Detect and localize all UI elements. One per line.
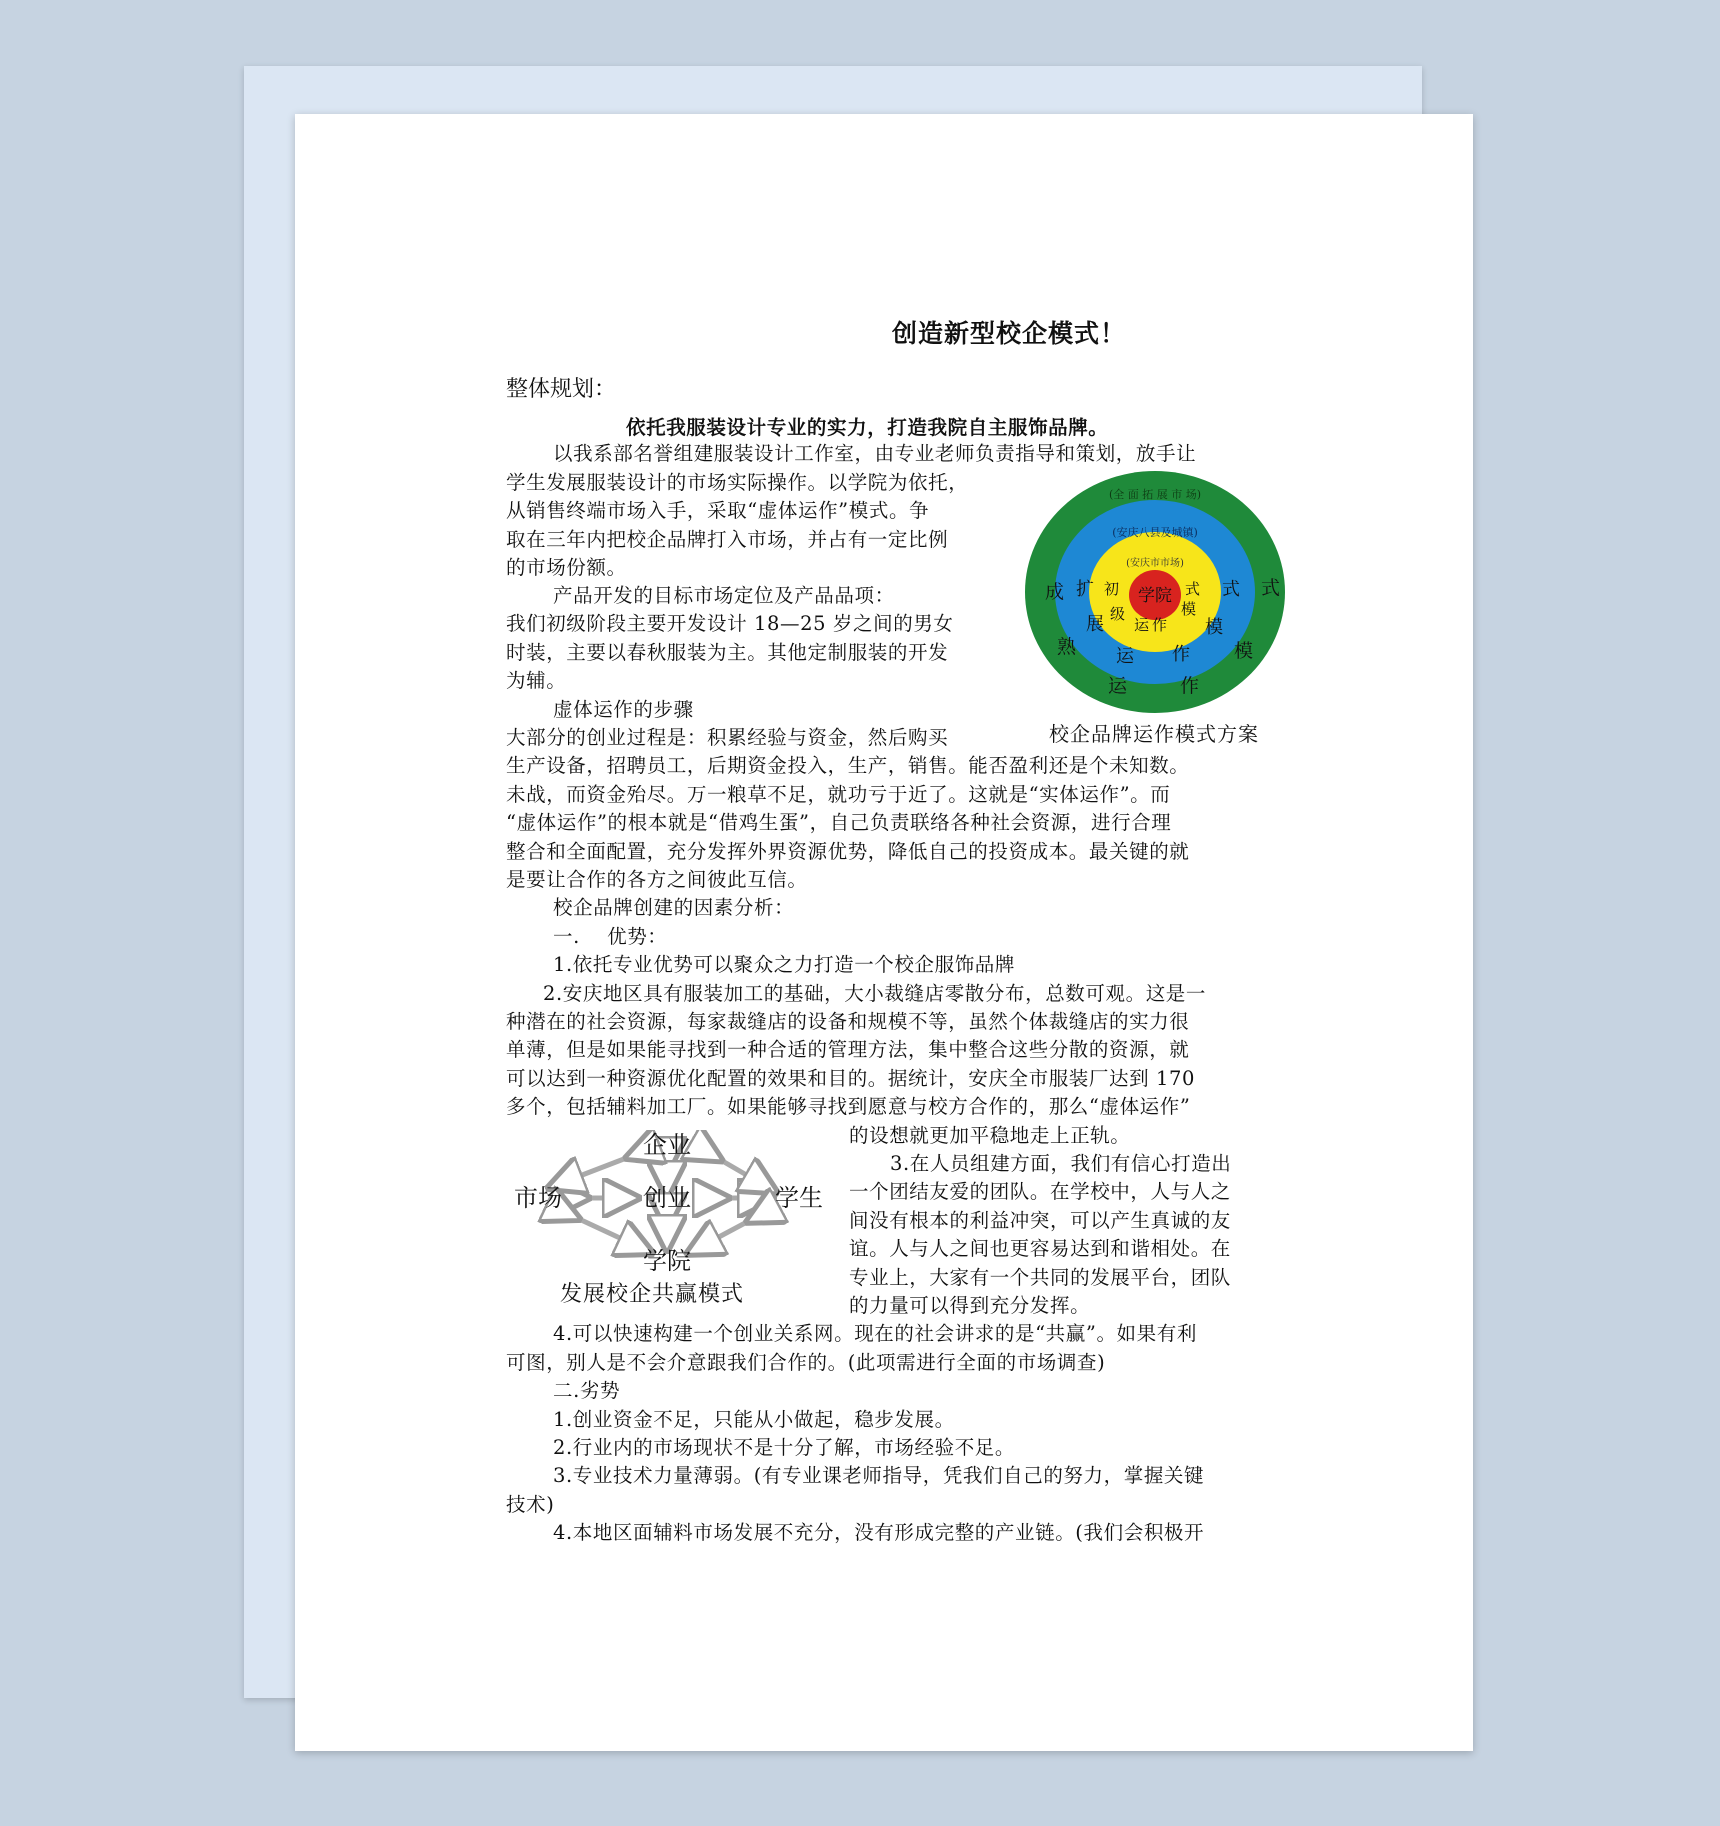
body-line: 间没有根本的利益冲突，可以产生真诚的友: [849, 1209, 1231, 1232]
body-line: 可以达到一种资源优化配置的效果和目的。据统计，安庆全市服装厂达到 170: [506, 1067, 1196, 1090]
body-line: 2.安庆地区具有服装加工的基础，大小裁缝店零散分布，总数可观。这是一: [543, 982, 1207, 1005]
target-diagram-caption: 校企品牌运作模式方案: [1049, 722, 1259, 746]
body-line: 我们初级阶段主要开发设计 18—25 岁之间的男女: [506, 612, 954, 635]
inner-char: 式: [1185, 580, 1201, 598]
body-line: 单薄，但是如果能寻找到一种合适的管理方法，集中整合这些分散的资源，就: [506, 1038, 1190, 1061]
inner-char: 模: [1181, 600, 1197, 618]
body-line: 从销售终端市场入手，采取“虚体运作”模式。争: [506, 499, 930, 522]
body-line: 种潜在的社会资源，每家裁缝店的设备和规模不等，虽然个体裁缝店的实力很: [506, 1010, 1190, 1033]
body-line: 3.在人员组建方面，我们有信心打造出: [890, 1152, 1232, 1175]
arrow-right-bottom: [702, 1214, 762, 1246]
body-line: 大部分的创业过程是：积累经验与资金，然后购买: [506, 726, 949, 749]
middle-char: 式: [1222, 579, 1240, 600]
body-line: 未战，而资金殆尽。万一粮草不足，就功亏于近了。这就是“实体运作”。而: [506, 783, 1171, 806]
winwin-diagram: [502, 1130, 842, 1278]
body-line: 一. 优势：: [553, 925, 668, 948]
middle-char: 展: [1086, 614, 1104, 635]
outer-char: 运: [1108, 675, 1128, 697]
body-line: 专业上，大家有一个共同的发展平台，团队: [849, 1266, 1231, 1289]
body-line: 3.专业技术力量薄弱。(有专业课老师指导，凭我们自己的努力，掌握关键: [553, 1464, 1205, 1487]
body-line: 学生发展服装设计的市场实际操作。以学院为依托，: [506, 471, 969, 494]
body-line: 2.行业内的市场现状不是十分了解，市场经验不足。: [553, 1436, 1016, 1459]
node-enterprise: 企业: [643, 1131, 691, 1159]
body-line: 以我系部名誉组建服装设计工作室，由专业老师负责指导和策划，放手让: [553, 442, 1197, 465]
body-line: 产品开发的目标市场定位及产品品项：: [553, 584, 895, 607]
body-line: 二.劣势: [553, 1379, 621, 1402]
node-college: 学院: [643, 1247, 691, 1275]
body-line: 的市场份额。: [506, 556, 627, 579]
body-line: 是要让合作的各方之间彼此互信。: [506, 868, 808, 891]
body-line: 4.本地区面辅料市场发展不充分，没有形成完整的产业链。(我们会积极开: [553, 1521, 1205, 1544]
outer-char: 熟: [1057, 636, 1077, 658]
body-line: 虚体运作的步骤: [553, 698, 694, 721]
body-line: 的力量可以得到充分发挥。: [849, 1294, 1091, 1317]
body-line: 时装，主要以春秋服装为主。其他定制服装的开发: [506, 641, 949, 664]
body-line: 1.依托专业优势可以聚众之力打造一个校企服饰品牌: [553, 953, 1016, 976]
outer-char: 式: [1261, 577, 1281, 599]
body-line: 1.创业资金不足，只能从小做起，稳步发展。: [553, 1408, 955, 1431]
outer-char: 模: [1234, 640, 1254, 662]
middle-char: 运: [1116, 646, 1134, 667]
target-ring-diagram: [1024, 470, 1286, 715]
body-line: “虚体运作”的根本就是“借鸡生蛋”，自己负责联络各种社会资源，进行合理: [506, 811, 1172, 834]
center-label: 学院: [1138, 586, 1172, 606]
arrow-top-left: [564, 1152, 642, 1182]
body-line: 取在三年内把校企品牌打入市场，并占有一定比例: [506, 528, 949, 551]
outer-ring-label: (全 面 拓 展 市 场): [1108, 488, 1202, 501]
inner-char: 初: [1104, 580, 1120, 598]
body-line: 生产设备，招聘员工，后期资金投入，生产，销售。能否盈利还是个未知数。: [506, 754, 1190, 777]
document-page: [295, 114, 1473, 1751]
body-line: 为辅。: [506, 669, 567, 692]
body-line: 一个团结友爱的团队。在学校中，人与人之: [849, 1180, 1231, 1203]
middle-ring-label: (安庆八县及城镇): [1112, 526, 1198, 539]
inner-char: 运: [1134, 616, 1150, 634]
body-line: 多个，包括辅料加工厂。如果能够寻找到愿意与校方合作的，那么“虚体运作”: [506, 1095, 1191, 1118]
document-title: 创造新型校企模式！: [892, 319, 1127, 348]
inner-char: 作: [1152, 616, 1168, 634]
outer-char: 成: [1045, 581, 1065, 603]
node-entrepreneurship: 创业: [643, 1184, 691, 1212]
arrow-left-bottom: [564, 1212, 637, 1246]
node-students: 学生: [775, 1184, 823, 1212]
node-market: 市场: [514, 1184, 562, 1212]
lead-sentence: 依托我服装设计专业的实力，打造我院自主服饰品牌。: [626, 416, 1109, 439]
body-line: 整合和全面配置，充分发挥外界资源优势，降低自己的投资成本。最关键的就: [506, 840, 1190, 863]
outer-char: 作: [1180, 675, 1200, 697]
arrow-top-right: [707, 1152, 762, 1184]
body-line: 的设想就更加平稳地走上正轨。: [849, 1124, 1131, 1147]
winwin-diagram-caption: 发展校企共赢模式: [560, 1282, 745, 1307]
middle-char: 扩: [1076, 579, 1094, 600]
body-line: 谊。人与人之间也更容易达到和谐相处。在: [849, 1237, 1231, 1260]
middle-char: 模: [1205, 617, 1223, 638]
inner-ring-label: (安庆市市场): [1126, 558, 1184, 569]
body-line: 4.可以快速构建一个创业关系网。现在的社会讲求的是“共赢”。如果有利: [553, 1322, 1197, 1345]
middle-char: 作: [1172, 644, 1190, 665]
inner-char: 级: [1110, 605, 1126, 623]
body-line: 技术): [506, 1493, 555, 1516]
body-line: 校企品牌创建的因素分析：: [553, 896, 795, 919]
section-heading: 整体规划：: [506, 377, 617, 402]
body-line: 可图，别人是不会介意跟我们合作的。(此项需进行全面的市场调查): [506, 1351, 1106, 1374]
